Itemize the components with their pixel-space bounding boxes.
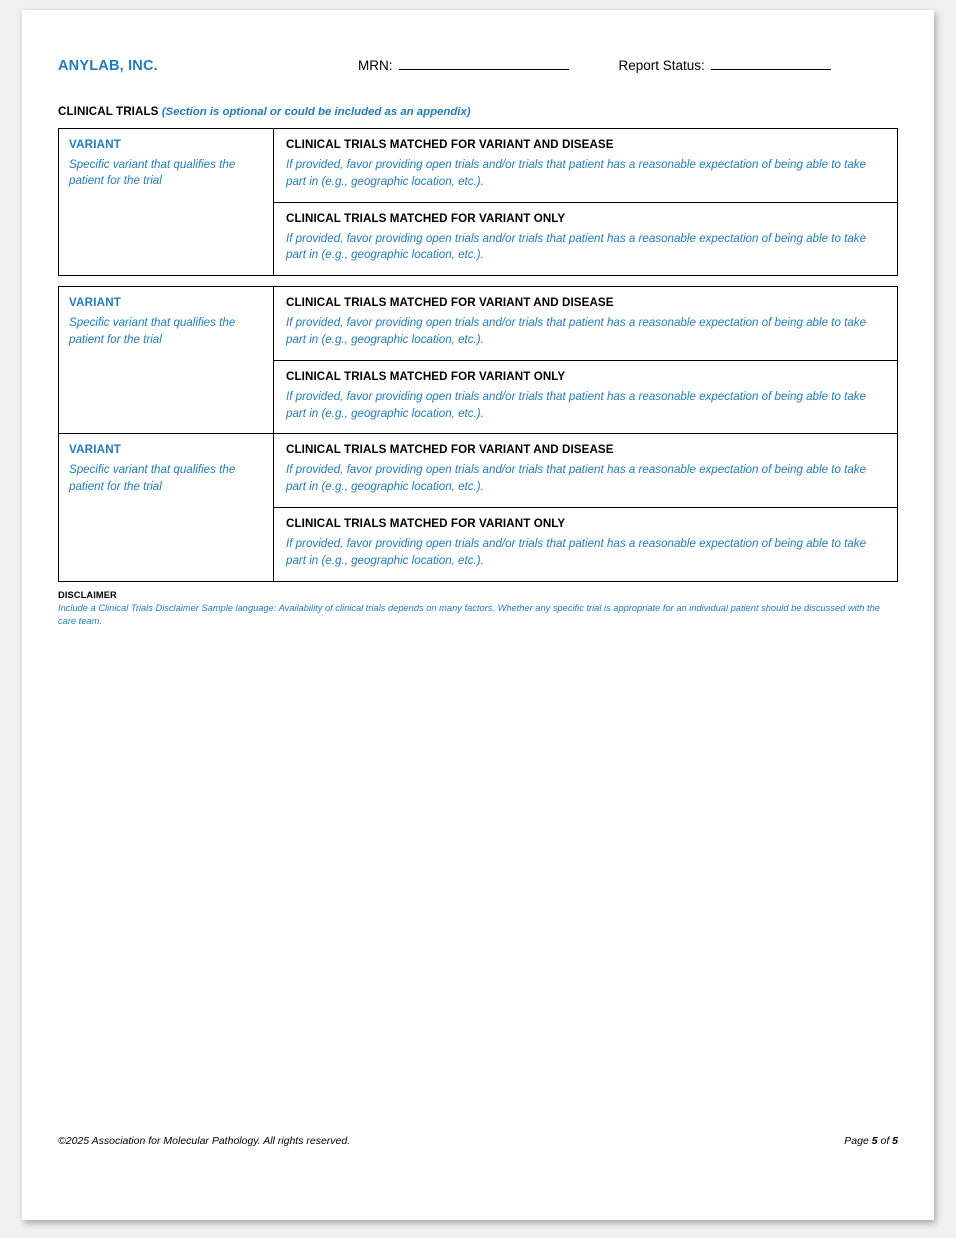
cell-body: If provided, favor providing open trials and/or trials that patient has a reasonable expectation of being able to take part in (e.g., geographic location, etc.). <box>286 463 867 494</box>
clinical-trials-block <box>58 128 898 276</box>
mrn-label: MRN: <box>358 58 393 73</box>
trials-matched-variant-disease <box>274 287 897 360</box>
variant-column <box>59 287 274 433</box>
mrn-field <box>358 56 569 73</box>
trials-matched-variant-only <box>274 202 897 276</box>
variant-column <box>59 434 274 580</box>
page-number <box>844 1135 898 1147</box>
report-status-field <box>619 56 831 73</box>
cell-heading: CLINICAL TRIALS MATCHED FOR VARIANT AND DISEASE <box>286 138 614 151</box>
trials-matched-variant-disease <box>274 129 897 202</box>
disclaimer-title: DISCLAIMER <box>58 589 117 600</box>
page-mid: of <box>877 1135 893 1147</box>
cell-heading: CLINICAL TRIALS MATCHED FOR VARIANT ONLY <box>286 369 566 383</box>
report-status-input[interactable] <box>711 56 831 70</box>
cell-body: If provided, favor providing open trials and/or trials that patient has a reasonable expectation of being able to take part in (e.g., geographic location, etc.). <box>286 389 867 420</box>
section-note: (Section is optional or could be included as an appendix) <box>161 106 471 118</box>
cell-body: If provided, favor providing open trials and/or trials that patient has a reasonable expectation of being able to take part in (e.g., geographic location, etc.). <box>286 158 867 188</box>
cell-body: If provided, favor providing open trials and/or trials that patient has a reasonable expectation of being able to take part in (e.g., geographic location, etc.). <box>286 316 867 346</box>
variant-title: VARIANT <box>69 138 122 151</box>
document-page <box>22 10 934 1220</box>
cell-body: If provided, favor providing open trials and/or trials that patient has a reasonable expectation of being able to take part in (e.g., geographic location, etc.). <box>286 536 867 567</box>
trials-matched-variant-only <box>274 360 897 434</box>
variant-title: VARIANT <box>69 443 122 457</box>
cell-heading: CLINICAL TRIALS MATCHED FOR VARIANT AND DISEASE <box>286 443 614 457</box>
copyright-text: ©2025 Association for Molecular Pathology. All rights reserved. <box>58 1135 351 1147</box>
section-heading <box>58 105 898 118</box>
clinical-trials-block <box>58 434 898 581</box>
page-footer <box>58 1135 898 1147</box>
mrn-input[interactable] <box>399 56 569 70</box>
clinical-trials-block <box>58 286 898 434</box>
trials-column <box>274 287 897 433</box>
trials-matched-variant-only <box>274 507 897 581</box>
page-header <box>58 56 898 86</box>
page-content <box>58 56 898 629</box>
page-prefix: Page <box>844 1135 872 1147</box>
trials-matched-variant-disease <box>274 434 897 507</box>
trials-column <box>274 129 897 275</box>
cell-heading: CLINICAL TRIALS MATCHED FOR VARIANT ONLY <box>286 211 566 225</box>
cell-body: If provided, favor providing open trials and/or trials that patient has a reasonable expectation of being able to take part in (e.g., geographic location, etc.). <box>286 231 867 262</box>
disclaimer-body: Include a Clinical Trials Disclaimer Sample language: Availability of clinical trials depends on many factors. Whether any specific trial is appropriate for an individual patient should be discussed with the care team. <box>58 602 880 627</box>
variant-description: Specific variant that qualifies the patient for the trial <box>69 158 236 188</box>
lab-name: ANYLAB, INC. <box>58 58 158 74</box>
variant-description: Specific variant that qualifies the patient for the trial <box>69 463 236 493</box>
trials-column <box>274 434 897 580</box>
variant-description: Specific variant that qualifies the patient for the trial <box>69 316 236 346</box>
variant-title: VARIANT <box>69 296 122 310</box>
section-title: CLINICAL TRIALS <box>58 105 159 118</box>
cell-heading: CLINICAL TRIALS MATCHED FOR VARIANT ONLY <box>286 516 566 530</box>
variant-column <box>59 129 274 275</box>
page-total: 5 <box>892 1135 898 1147</box>
report-status-label: Report Status: <box>618 58 705 73</box>
page-current: 5 <box>871 1135 878 1147</box>
cell-heading: CLINICAL TRIALS MATCHED FOR VARIANT AND DISEASE <box>286 296 614 310</box>
